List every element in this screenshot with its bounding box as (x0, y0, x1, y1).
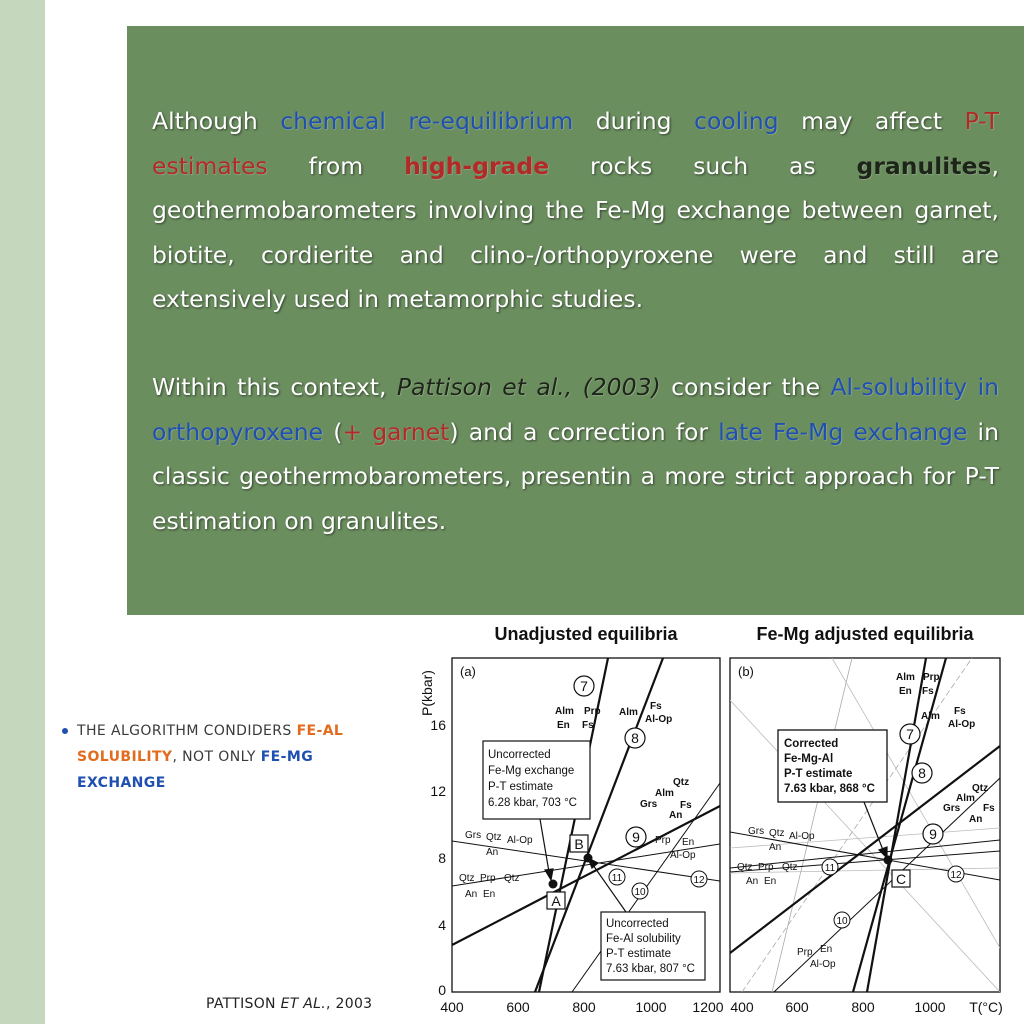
box-line: Fe-Mg-Al (784, 753, 834, 765)
highlight-late-femg-exchange: late Fe-Mg exchange (718, 417, 968, 446)
text-span: Within this context, (152, 373, 397, 401)
box-line: P-T estimate (488, 781, 553, 793)
reaction-label-text: Qtz (459, 873, 475, 884)
reaction-label-text: Alm (655, 788, 674, 799)
reaction-circle-9: 9 (929, 826, 937, 842)
reaction-label-text: Prp (923, 672, 940, 683)
reaction-label-text: Qtz (769, 828, 785, 839)
text-span: , NOT ONLY (172, 749, 261, 765)
reaction-label-text: An (969, 814, 983, 825)
point-c-label: C (895, 871, 907, 887)
reaction-label-text: Prp (584, 706, 601, 717)
corrected-femgal-box (778, 730, 887, 802)
box-line: Fe-Al solubility (606, 933, 681, 945)
x-tick-label: 800 (572, 999, 596, 1015)
reaction-label-text: Grs (943, 803, 961, 814)
reaction-label-text: Grs (748, 826, 765, 837)
reaction-label-text: En (682, 837, 695, 848)
highlight-granulites: granulites (856, 151, 992, 180)
text-span: during (573, 107, 695, 135)
x-tick-label: 400 (730, 999, 754, 1015)
highlight-al-solubility: Al-solubility in orthopyroxene (152, 373, 999, 446)
reaction-label-text: Prp (797, 947, 813, 958)
reaction-label-text: Al-Op (948, 719, 976, 730)
citation-author: PATTISON (206, 996, 281, 1012)
box-line: 7.63 kbar, 868 °C (784, 783, 875, 795)
reaction-label-text: Qtz (737, 862, 753, 873)
text-span: consider the (660, 373, 831, 401)
reaction-label-text: Grs (640, 799, 658, 810)
panel-a-title: Unadjusted equilibria (494, 624, 678, 644)
reaction-label-text: Prp (480, 873, 496, 884)
x-tick-label: 1000 (914, 999, 946, 1015)
reaction-label-text: Qtz (504, 873, 520, 884)
highlight-pt-estimates: P-T estimates (152, 107, 999, 180)
point-a-label: A (551, 893, 561, 909)
highlight-cooling: cooling (694, 107, 779, 135)
left-accent-strip (0, 0, 45, 1024)
bullet-text (77, 718, 392, 796)
text-span: THE ALGORITHM CONDIDERS (77, 723, 297, 739)
panel-a-tag: (a) (460, 664, 476, 679)
reaction-label-text: An (486, 847, 499, 858)
text-span: from (267, 151, 405, 180)
reaction-circle-11: 11 (824, 863, 836, 874)
reaction-circle-11: 11 (611, 873, 623, 884)
highlight-high-grade: high-grade (404, 151, 550, 180)
reaction-label-text: Qtz (972, 783, 989, 794)
x-tick-label: 800 (851, 999, 875, 1015)
x-tick-label: 600 (785, 999, 809, 1015)
reaction-circle-12: 12 (693, 875, 705, 886)
citation-etal: ET AL. (280, 996, 327, 1012)
reaction-label-text: En (764, 876, 777, 887)
reaction-circle-8: 8 (918, 765, 926, 781)
x-tick-label: 1200 (692, 999, 724, 1015)
y-tick-label: 8 (438, 850, 446, 866)
box-line: Uncorrected (606, 918, 669, 930)
box-line: P-T estimate (606, 948, 671, 960)
reaction-circle-12: 12 (950, 870, 962, 881)
reaction-circle-10: 10 (836, 916, 848, 927)
y-tick-label: 4 (438, 917, 446, 933)
y-ticks (430, 717, 446, 998)
citation (206, 996, 372, 1012)
reaction-label-text: Prp (758, 862, 774, 873)
box-line: 6.28 kbar, 703 °C (488, 797, 577, 809)
reaction-label-text: Al-Op (789, 831, 815, 842)
bullet-dot-icon (62, 728, 68, 734)
reaction-label-text: An (465, 889, 478, 900)
highlight-garnet: + garnet (342, 417, 450, 446)
text-span: may affect (778, 107, 965, 135)
reaction-circle-9: 9 (632, 829, 640, 845)
reaction-circle-10: 10 (634, 887, 646, 898)
reaction-label-text: Fs (983, 803, 995, 814)
x-axis-label: T(°C) (969, 999, 1003, 1015)
point-b-marker (584, 854, 593, 863)
reaction-circle-7: 7 (906, 726, 914, 742)
x-tick-label: 400 (440, 999, 464, 1015)
paragraph-context (152, 365, 999, 543)
x-tick-label: 600 (506, 999, 530, 1015)
uncorrected-feal-box (601, 912, 705, 980)
text-span: ) and a correction for (449, 417, 719, 446)
paragraph-intro (152, 99, 999, 322)
y-tick-label: 16 (430, 717, 446, 733)
box-line: Corrected (784, 738, 839, 750)
panel-a (452, 658, 720, 992)
reaction-label-text: Alm (555, 706, 574, 717)
box-line: Uncorrected (488, 749, 551, 761)
y-tick-label: 0 (438, 982, 446, 998)
x-ticks-panel-b (730, 999, 1002, 1015)
box-line: Fe-Mg exchange (488, 765, 575, 777)
reaction-label-text: En (483, 889, 496, 900)
reaction-label-text: Fs (650, 701, 662, 712)
reaction-label-text: Fs (680, 800, 692, 811)
citation-year: , 2003 (326, 996, 373, 1012)
reaction-label-text: En (557, 720, 570, 731)
text-span: rocks such as (549, 151, 857, 180)
text-span: , geothermobarometers involving the Fe-Mg exchange between garnet, biotite, cordierite and clino-/orthopyroxene were and still are extensively used in metamorphic studies. (152, 151, 999, 313)
panel-b (730, 658, 1000, 992)
text-span: in classic geothermobarometers, presentin a more strict approach for P-T estimation on granulites. (152, 417, 999, 535)
reaction-label-text: Qtz (673, 777, 690, 788)
reaction-label-text: Al-Op (670, 850, 696, 861)
point-c-marker (884, 856, 893, 865)
reaction-circle-7: 7 (580, 678, 588, 694)
reaction-label-text: Al-Op (645, 714, 673, 725)
reaction-label-text: Fs (954, 706, 966, 717)
box-line: P-T estimate (784, 768, 853, 780)
reaction-label-text: Al-Op (507, 835, 533, 846)
reaction-label-text: An (769, 842, 782, 853)
highlight-chemical-reequilibrium: chemical re-equilibrium (280, 107, 574, 135)
reaction-label-text: Al-Op (810, 959, 836, 970)
point-b-label: B (574, 836, 584, 852)
reaction-label-text: Alm (619, 707, 638, 718)
highlight-femg-exchange: FE-MG EXCHANGE (77, 749, 314, 791)
panel-b-tag: (b) (738, 664, 754, 679)
reaction-label-text: Qtz (782, 862, 798, 873)
x-tick-label: 1000 (635, 999, 667, 1015)
reaction-label-text: Alm (956, 793, 975, 804)
box-line: 7.63 kbar, 807 °C (606, 963, 695, 975)
point-a-marker (549, 880, 558, 889)
reaction-label-text: Prp (655, 835, 671, 846)
pt-diagram-figure (412, 618, 1012, 1022)
reaction-label-text: An (669, 810, 683, 821)
reaction-label-text: Alm (921, 711, 940, 722)
reaction-label-text: Qtz (486, 832, 502, 843)
text-span: Although (152, 107, 281, 135)
reaction-circle-8: 8 (631, 730, 639, 746)
x-ticks-panel-a (440, 999, 723, 1015)
reaction-label-text: En (820, 944, 833, 955)
y-axis-label: P(kbar) (419, 670, 435, 716)
reaction-label-text: Alm (896, 672, 915, 683)
y-tick-label: 12 (430, 783, 446, 799)
text-span: ( (323, 417, 343, 446)
highlight-feal-solubility: FE-AL SOLUBILITY (77, 723, 344, 765)
reaction-label-text: Grs (465, 830, 482, 841)
reaction-label-text: Fs (582, 720, 594, 731)
reaction-label-text: Fs (922, 686, 934, 697)
reaction-label-text: An (746, 876, 759, 887)
reaction-label-text: En (899, 686, 912, 697)
panel-b-title: Fe-Mg adjusted equilibria (756, 624, 974, 644)
highlight-pattison-reference: Pattison et al., (2003) (396, 373, 661, 401)
uncorrected-femg-box (483, 741, 590, 819)
